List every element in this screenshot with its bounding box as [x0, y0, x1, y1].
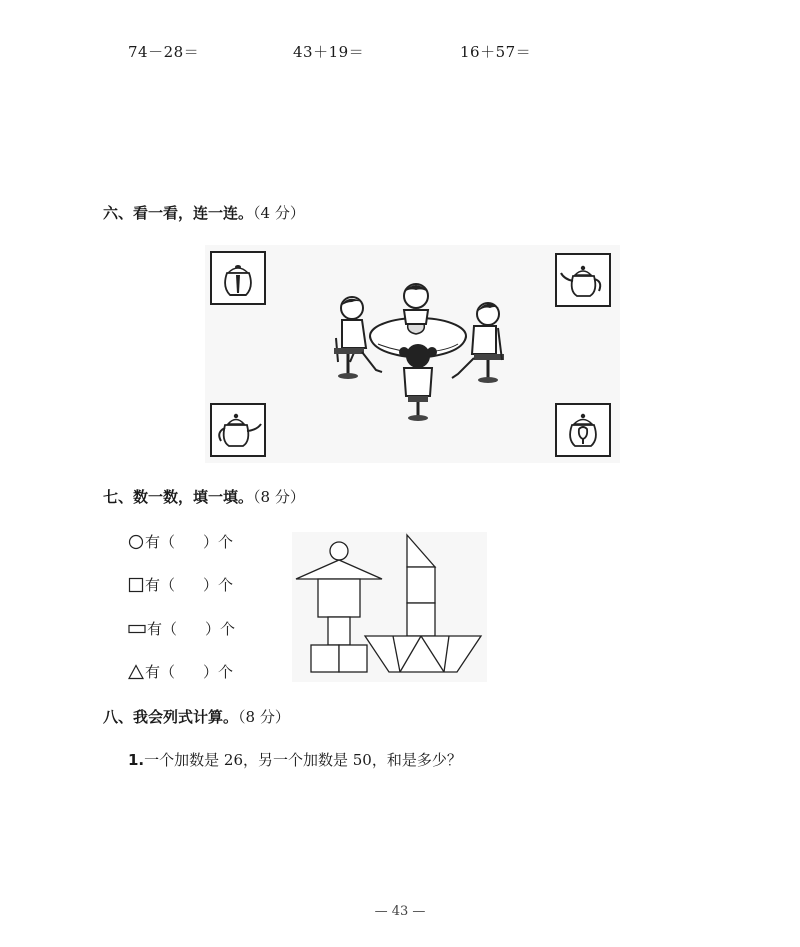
count-row-triangle — [128, 661, 233, 682]
shape-composition-figure — [292, 532, 487, 682]
circle-shape-icon — [128, 534, 144, 550]
count-row-rectangle — [128, 618, 235, 639]
page-number: — 43 — — [374, 904, 426, 919]
count-row-circle — [128, 531, 233, 552]
count-label-has: 有（ — [145, 576, 176, 594]
count-label-unit: ）个 — [203, 576, 234, 594]
section-6-title: 六、看一看，连一连。 — [103, 204, 254, 222]
teapot-spout-right-icon — [212, 405, 264, 455]
count-label-has: 有（ — [145, 533, 176, 551]
section-6-points: （4 分） — [253, 204, 305, 222]
equation-3: 16＋57＝ — [460, 43, 532, 61]
count-label-unit: ）个 — [203, 663, 234, 681]
section-7-heading — [103, 486, 305, 507]
question-1-number: 1. — [128, 751, 145, 769]
rectangle-shape-icon — [128, 621, 146, 637]
triangle-shape-icon — [128, 664, 144, 680]
count-label-has: 有（ — [145, 663, 176, 681]
jar-front-icon — [212, 253, 264, 303]
question-1 — [128, 749, 462, 770]
square-shape-icon — [128, 577, 144, 593]
section-8-points: （8 分） — [238, 708, 290, 726]
teapot-handle-front-icon — [557, 405, 609, 455]
section-7-points: （8 分） — [253, 488, 305, 506]
section-6-heading — [103, 202, 305, 223]
teapot-front-view-card[interactable] — [210, 251, 266, 305]
teapot-left-spout-card[interactable] — [555, 253, 611, 307]
count-label-has: 有（ — [147, 620, 178, 638]
teapot-handle-front-card[interactable] — [555, 403, 611, 457]
question-1-text: 一个加数是 26，另一个加数是 50，和是多少？ — [144, 751, 462, 769]
teapot-spout-left-icon — [557, 255, 609, 305]
count-row-square — [128, 574, 233, 595]
count-label-unit: ）个 — [205, 620, 236, 638]
children-at-table-illustration — [328, 278, 508, 423]
equation-2: 43＋19＝ — [293, 43, 365, 61]
section-7-title: 七、数一数，填一填。 — [103, 488, 254, 506]
teapot-right-spout-card[interactable] — [210, 403, 266, 457]
section-8-heading — [103, 706, 290, 727]
equation-1: 74－28＝ — [128, 43, 200, 61]
count-label-unit: ）个 — [203, 533, 234, 551]
section-8-title: 八、我会列式计算。 — [103, 708, 239, 726]
